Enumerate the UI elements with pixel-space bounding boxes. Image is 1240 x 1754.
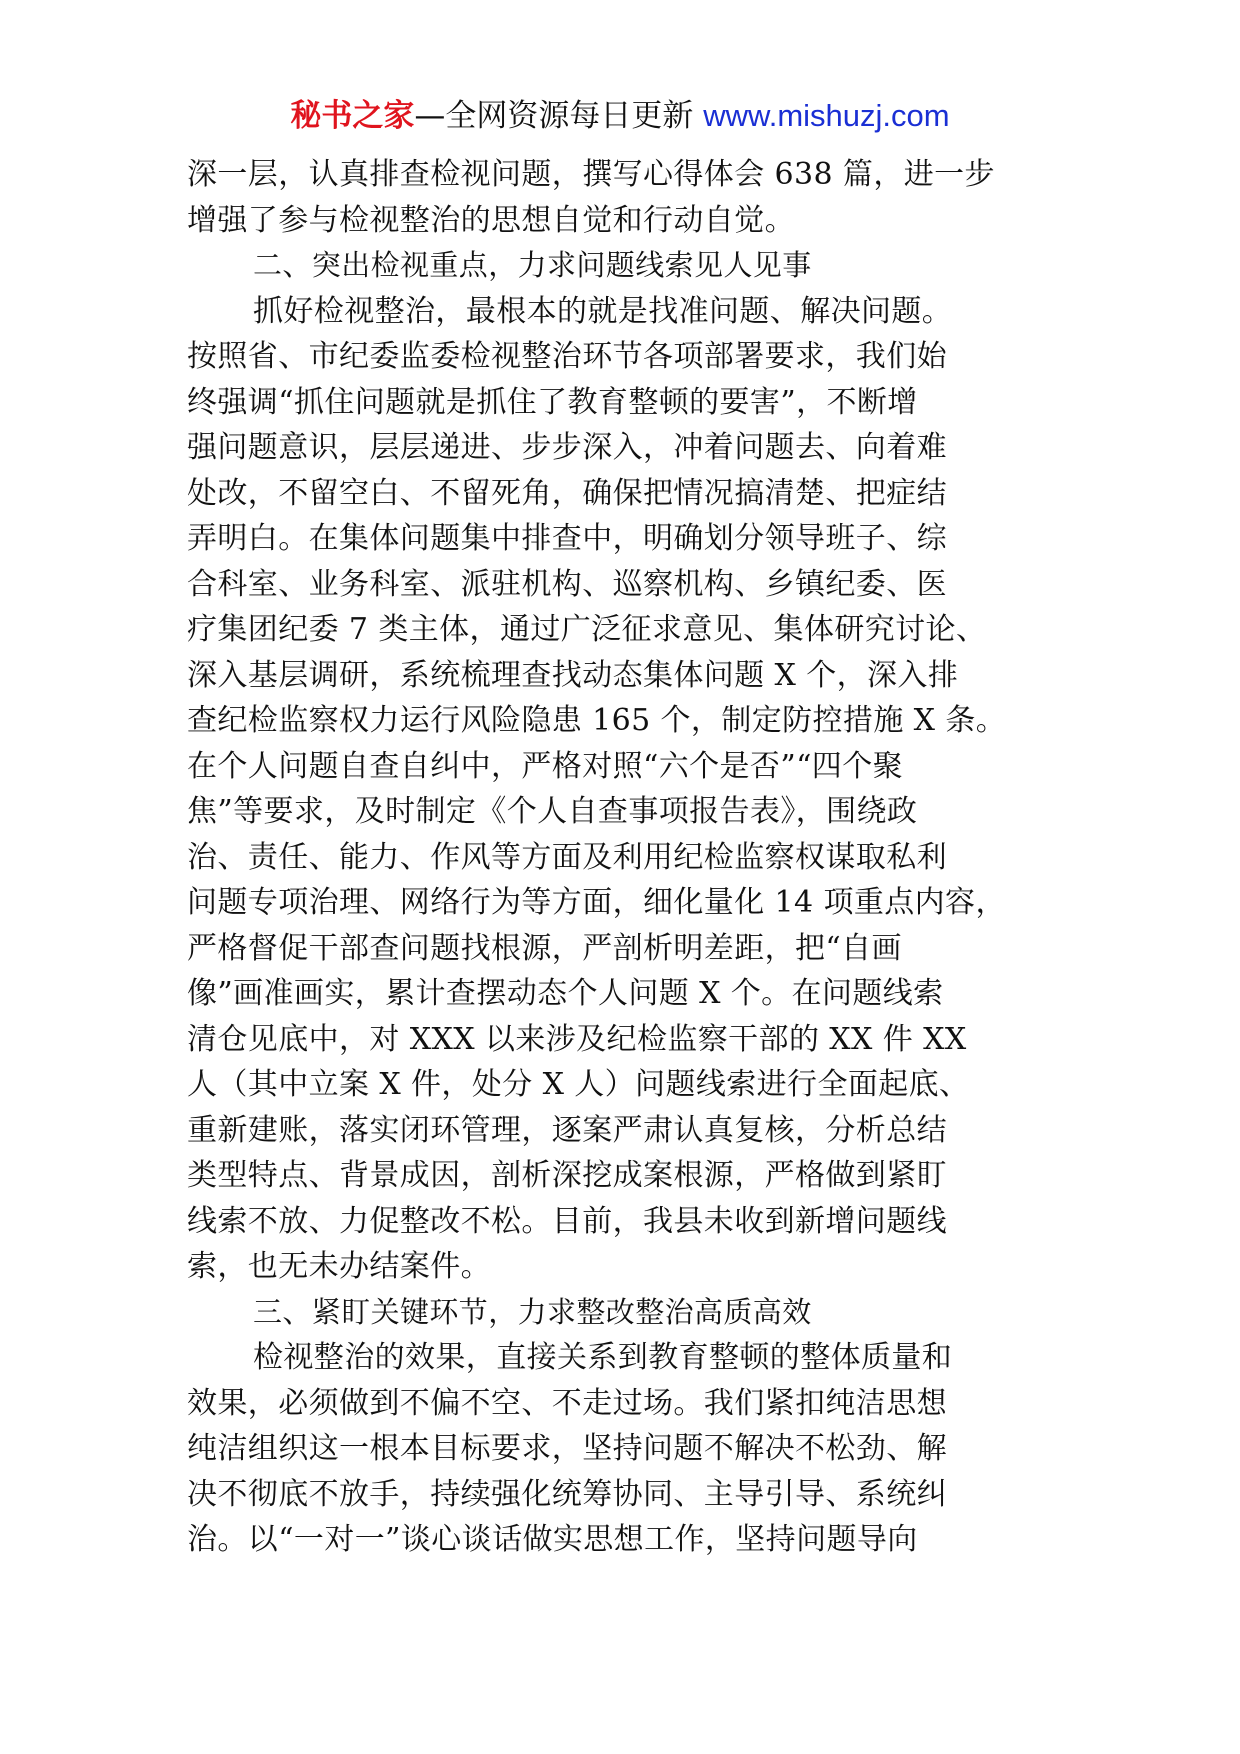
body-line: 效果，必须做到不偏不空、不走过场。我们紧扣纯洁思想 [187, 1385, 947, 1421]
body-line: 像”画准画实，累计查摆动态个人问题 X 个。在问题线索 [187, 976, 944, 1011]
body-line: 在个人问题自查自纠中，严格对照“六个是否”“四个聚 [187, 748, 904, 784]
section-heading: 二、突出检视重点，力求问题线索见人见事 [253, 248, 812, 282]
body-line: 深一层，认真排查检视问题，撰写心得体会 638 篇，进一步 [187, 157, 995, 192]
body-line: 增强了参与检视整治的思想自觉和行动自觉。 [187, 202, 795, 238]
body-line: 清仓见底中，对 XXX 以来涉及纪检监察干部的 XX 件 XX [187, 1021, 967, 1057]
body-line: 检视整治的效果，直接关系到教育整顿的整体质量和 [253, 1340, 953, 1375]
body-line: 问题专项治理、网络行为等方面，细化量化 14 项重点内容， [187, 885, 1006, 920]
body-line: 深入基层调研，系统梳理查找动态集体问题 X 个，深入排 [187, 657, 959, 693]
body-line: 抓好检视整治，最根本的就是找准问题、解决问题。 [253, 293, 953, 329]
section-heading: 三、紧盯关键环节，力求整改整治高质高效 [253, 1294, 812, 1329]
body-line: 疗集团纪委 7 类主体，通过广泛征求意见、集体研究讨论、 [187, 612, 987, 647]
body-line: 严格督促干部查问题找根源，严剖析明差距，把“自画 [187, 930, 902, 966]
document-body [187, 152, 1077, 1563]
site-brand: 秘书之家 [290, 98, 415, 134]
body-line: 决不彻底不放手，持续强化统筹协同、主导引导、系统纠 [187, 1476, 947, 1512]
body-line: 治、责任、能力、作风等方面及利用纪检监察权谋取私利 [187, 839, 947, 875]
body-line: 人（其中立案 X 件，处分 X 人）问题线索进行全面起底、 [187, 1067, 970, 1102]
body-line: 线索不放、力促整改不松。目前，我县未收到新增问题线 [187, 1203, 947, 1239]
site-url-link[interactable]: www.mishuzj.com [703, 98, 950, 133]
body-line: 强问题意识，层层递进、步步深入，冲着问题去、向着难 [187, 430, 947, 465]
body-line: 弄明白。在集体问题集中排查中，明确划分领导班子、综 [187, 521, 947, 556]
body-line: 治。以“一对一”谈心谈话做实思想工作，坚持问题导向 [187, 1522, 918, 1557]
body-line: 焦”等要求，及时制定《个人自查事项报告表》，围绕政 [187, 794, 918, 829]
body-line: 类型特点、背景成因，剖析深挖成案根源，严格做到紧盯 [187, 1158, 947, 1193]
body-line: 索，也无未办结案件。 [187, 1249, 491, 1284]
body-line: 查纪检监察权力运行风险隐患 165 个，制定防控措施 X 条。 [187, 703, 1007, 738]
body-line: 合科室、业务科室、派驻机构、巡察机构、乡镇纪委、医 [187, 566, 947, 602]
body-line: 处改，不留空白、不留死角，确保把情况搞清楚、把症结 [187, 475, 947, 511]
body-line: 纯洁组织这一根本目标要求，坚持问题不解决不松劲、解 [187, 1431, 947, 1466]
body-line: 按照省、市纪委监委检视整治环节各项部署要求，我们始 [187, 339, 947, 374]
body-line: 重新建账，落实闭环管理，逐案严肃认真复核，分析总结 [187, 1112, 947, 1148]
body-line: 终强调“抓住问题就是抓住了教育整顿的要害”，不断增 [187, 384, 918, 420]
site-tagline: —全网资源每日更新 [414, 98, 694, 134]
site-header [0, 96, 1240, 136]
